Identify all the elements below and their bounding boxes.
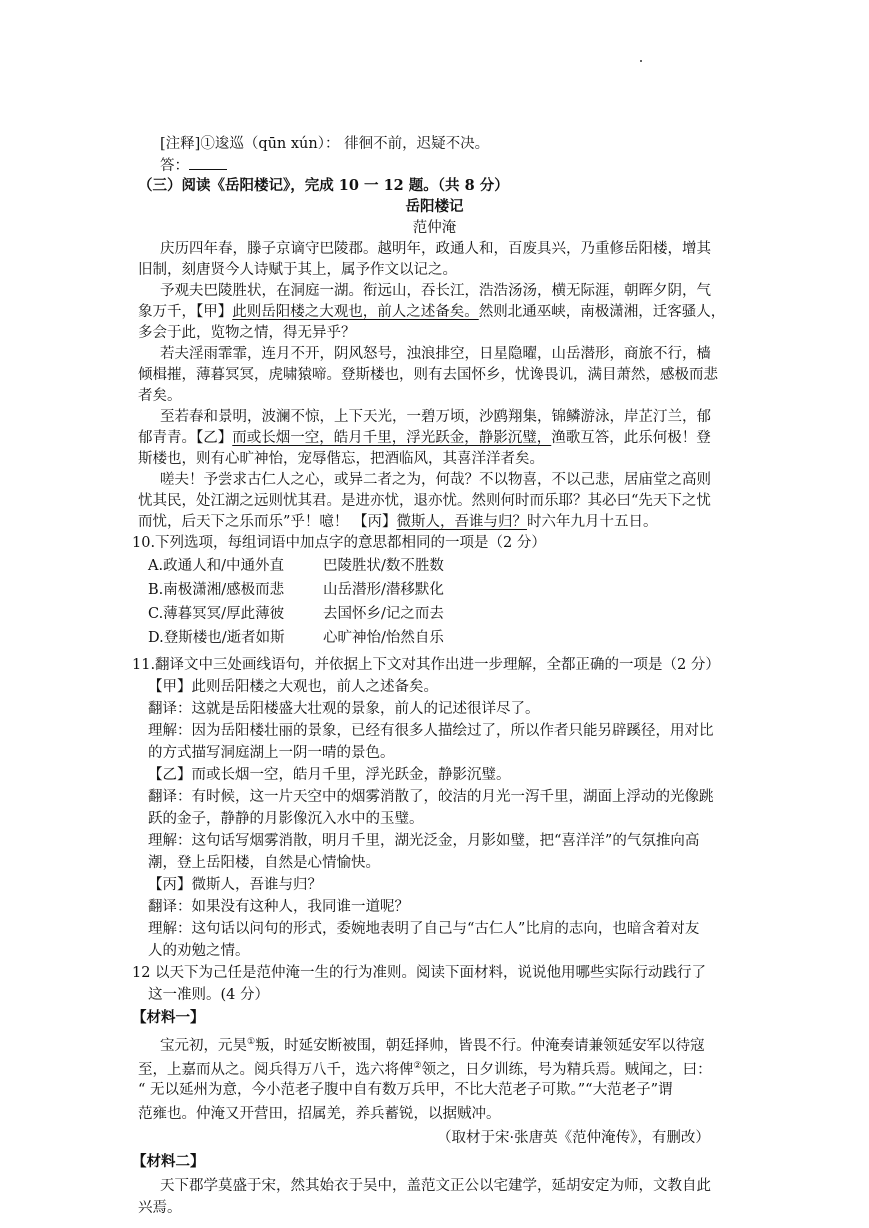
q11-jia: 【甲】此则岳阳楼之大观也，前人之述备矣。 [148,679,438,695]
q11-jia-understanding-cont: 的方式描写洞庭湖上一阴一晴的景色。 [148,745,395,761]
passage-line [138,428,711,448]
material-2-title: 【材料二】 [132,1153,205,1170]
underlined-sentence-jia: 此则岳阳楼之大观也，前人之述备矣。 [232,304,479,320]
text-seg: 渔歌互答，此乐何极！登 [551,430,711,446]
q11-yi-understanding-cont: 潮，登上岳阳楼，自然是心情愉快。 [148,855,380,871]
material-1-line: “ 无以延州为意，今小范老子腹中自有数万兵甲，不比大范老子可欺。”“大范老子”谓 [138,1082,673,1098]
text-seg: 而忧，后天下之乐而乐”乎！噫！ 【丙】 [138,514,397,530]
passage-line: 庆历四年春，滕子京谪守巴陵郡。越明年，政通人和，百废具兴，乃重修岳阳楼，增其 [160,241,711,257]
passage-line: 若夫淫雨霏霏，连月不开，阴风怒号，浊浪排空，日星隐曜，山岳潜形，商旅不行，樯 [160,346,711,362]
question-12-stem-cont: 这一准则。(4 分） [148,987,269,1003]
q10-option-c-left[interactable]: C.薄暮冥冥/厚此薄彼 [148,606,285,622]
text-seg: 然则北通巫峡，南极潇湘，迁客骚人， [478,304,726,320]
material-1-line [160,1032,705,1056]
text-seg: 宝元初，元昊 [160,1037,247,1054]
q11-bing-understanding: 理解：这句话以问句的形式，委婉地表明了自己与“古仁人”比肩的志向，也暗含着对友 [148,921,700,937]
text-seg: 领之，日夕训练，号为精兵焉。贼闻之，曰： [421,1061,712,1078]
question-12-stem: 12 以天下为己任是范仲淹一生的行为准则。阅读下面材料，说说他用哪些实际行动践行了 [132,965,707,981]
question-11-stem: 11.翻译文中三处画线语句，并依据上下文对其作出进一步理解，全都正确的一项是（2 分） [132,657,720,673]
passage-line [138,302,725,322]
text-seg: 象万千，【甲】 [138,304,233,320]
material-2-line: 兴焉。 [138,1200,182,1216]
answer-label: 答： [160,158,189,174]
q10-option-b-left[interactable]: B.南极潇湘/感极而悲 [148,582,285,598]
underlined-sentence-yi: 而或长烟一空，皓月千里，浮光跃金，静影沉璧， [232,430,552,446]
passage-author: 范仲淹 [412,220,457,236]
q10-option-d-right: 心旷神怡/怡然自乐 [323,630,444,646]
material-1-line: 范雍也。仲淹又开营田，招属羌，养兵蓄锐，以据贼冲。 [138,1106,501,1122]
q11-yi: 【乙】而或长烟一空，皓月千里，浮光跃金，静影沉璧。 [148,767,511,783]
footnote-marker: ① [247,1037,256,1047]
passage-line: 至若春和景明，波澜不惊，上下天光，一碧万顷，沙鸥翔集，锦鳞游泳，岸芷汀兰，郁 [160,409,711,425]
passage-line: 斯楼也，则有心旷神怡，宠辱偕忘，把酒临风，其喜洋洋者矣。 [138,451,544,467]
passage-line: 者矣。 [138,388,182,404]
passage-line: 倾楫摧，薄暮冥冥，虎啸猿啼。登斯楼也，则有去国怀乡，忧谗畏讥，满目萧然，感极而悲 [138,367,718,383]
q10-option-c-right: 去国怀乡/记之而去 [323,606,444,622]
q11-bing: 【丙】微斯人，吾谁与归？ [148,877,322,893]
section-heading: （三）阅读《岳阳楼记》，完成 10 一 12 题。（共 8 分） [138,177,509,194]
material-1-line [138,1056,712,1080]
passage-title: 岳阳楼记 [405,198,464,215]
scan-dot [640,60,642,62]
q10-option-a-left[interactable]: A.政通人和/中通外直 [148,558,284,574]
q11-yi-translation-cont: 跃的金子，静静的月影像沉入水中的玉璧。 [148,811,424,827]
passage-line: 多会于此，览物之情，得无异乎？ [138,325,356,341]
q11-bing-translation: 翻译：如果没有这种人，我同谁一道呢？ [148,899,409,915]
passage-line: 忧其民，处江湖之远则忧其君。是进亦忧，退亦忧。然则何时而乐耶？其必曰“先天下之忧 [138,493,711,509]
q11-jia-understanding: 理解：因为岳阳楼壮丽的景象，已经有很多人描绘过了，所以作者只能另辟蹊径，用对比 [148,723,714,739]
text-seg: 叛，时延安断被围，朝廷择帅，皆畏不行。仲淹奏请兼领延安军以待寇 [255,1037,705,1054]
q11-jia-translation: 翻译：这就是岳阳楼盛大壮观的景象，前人的记述很详尽了。 [148,701,540,717]
q11-yi-understanding: 理解：这句话写烟雾消散，明月千里，湖光泛金，月影如璧，把“喜洋洋”的气氛推向高 [148,833,700,849]
text-seg: 至，上嘉而从之。阅兵得万八千，选六将俾 [138,1061,414,1078]
q11-bing-understanding-cont: 人的劝勉之情。 [148,943,250,959]
answer-line [160,155,227,176]
material-1-title: 【材料一】 [132,1009,205,1026]
passage-line: 旧制，刻唐贤今人诗赋于其上，属予作文以记之。 [138,262,457,278]
text-seg: 郁青青。【乙】 [138,430,233,446]
question-10-stem: 10.下列选项，每组词语中加点字的意思都相同的一项是（2 分） [132,535,546,551]
q10-option-d-left[interactable]: D.登斯楼也/逝者如斯 [148,630,285,646]
passage-line [138,512,658,532]
note-line: [注释]①逡巡（qūn xún）： 徘徊不前，迟疑不决。 [160,136,490,152]
passage-line: 予观夫巴陵胜状，在洞庭一湖。衔远山，吞长江，浩浩汤汤，横无际涯，朝晖夕阴，气 [160,283,711,299]
q10-option-a-right: 巴陵胜状/数不胜数 [323,558,444,574]
underlined-sentence-bing: 微斯人，吾谁与归？ [396,514,528,530]
text-seg: 时六年九月十五日。 [527,514,658,530]
material-1-source: （取材于宋·张唐英《范仲淹传》，有删改） [437,1130,710,1146]
q10-option-b-right: 山岳潜形/潜移默化 [323,582,444,598]
passage-line: 嗟夫！予尝求古仁人之心，或异二者之为，何哉？不以物喜，不以己悲，居庙堂之高则 [160,472,711,488]
material-2-line: 天下郡学莫盛于宋，然其始衣于吴中，盖范文正公以宅建学，延胡安定为师，文教自此 [160,1178,711,1194]
answer-blank[interactable] [189,155,227,170]
q11-yi-translation: 翻译：有时候，这一片天空中的烟雾消散了，皎洁的月光一泻千里，湖面上浮动的光像跳 [148,789,714,805]
footnote-marker: ② [413,1061,422,1071]
